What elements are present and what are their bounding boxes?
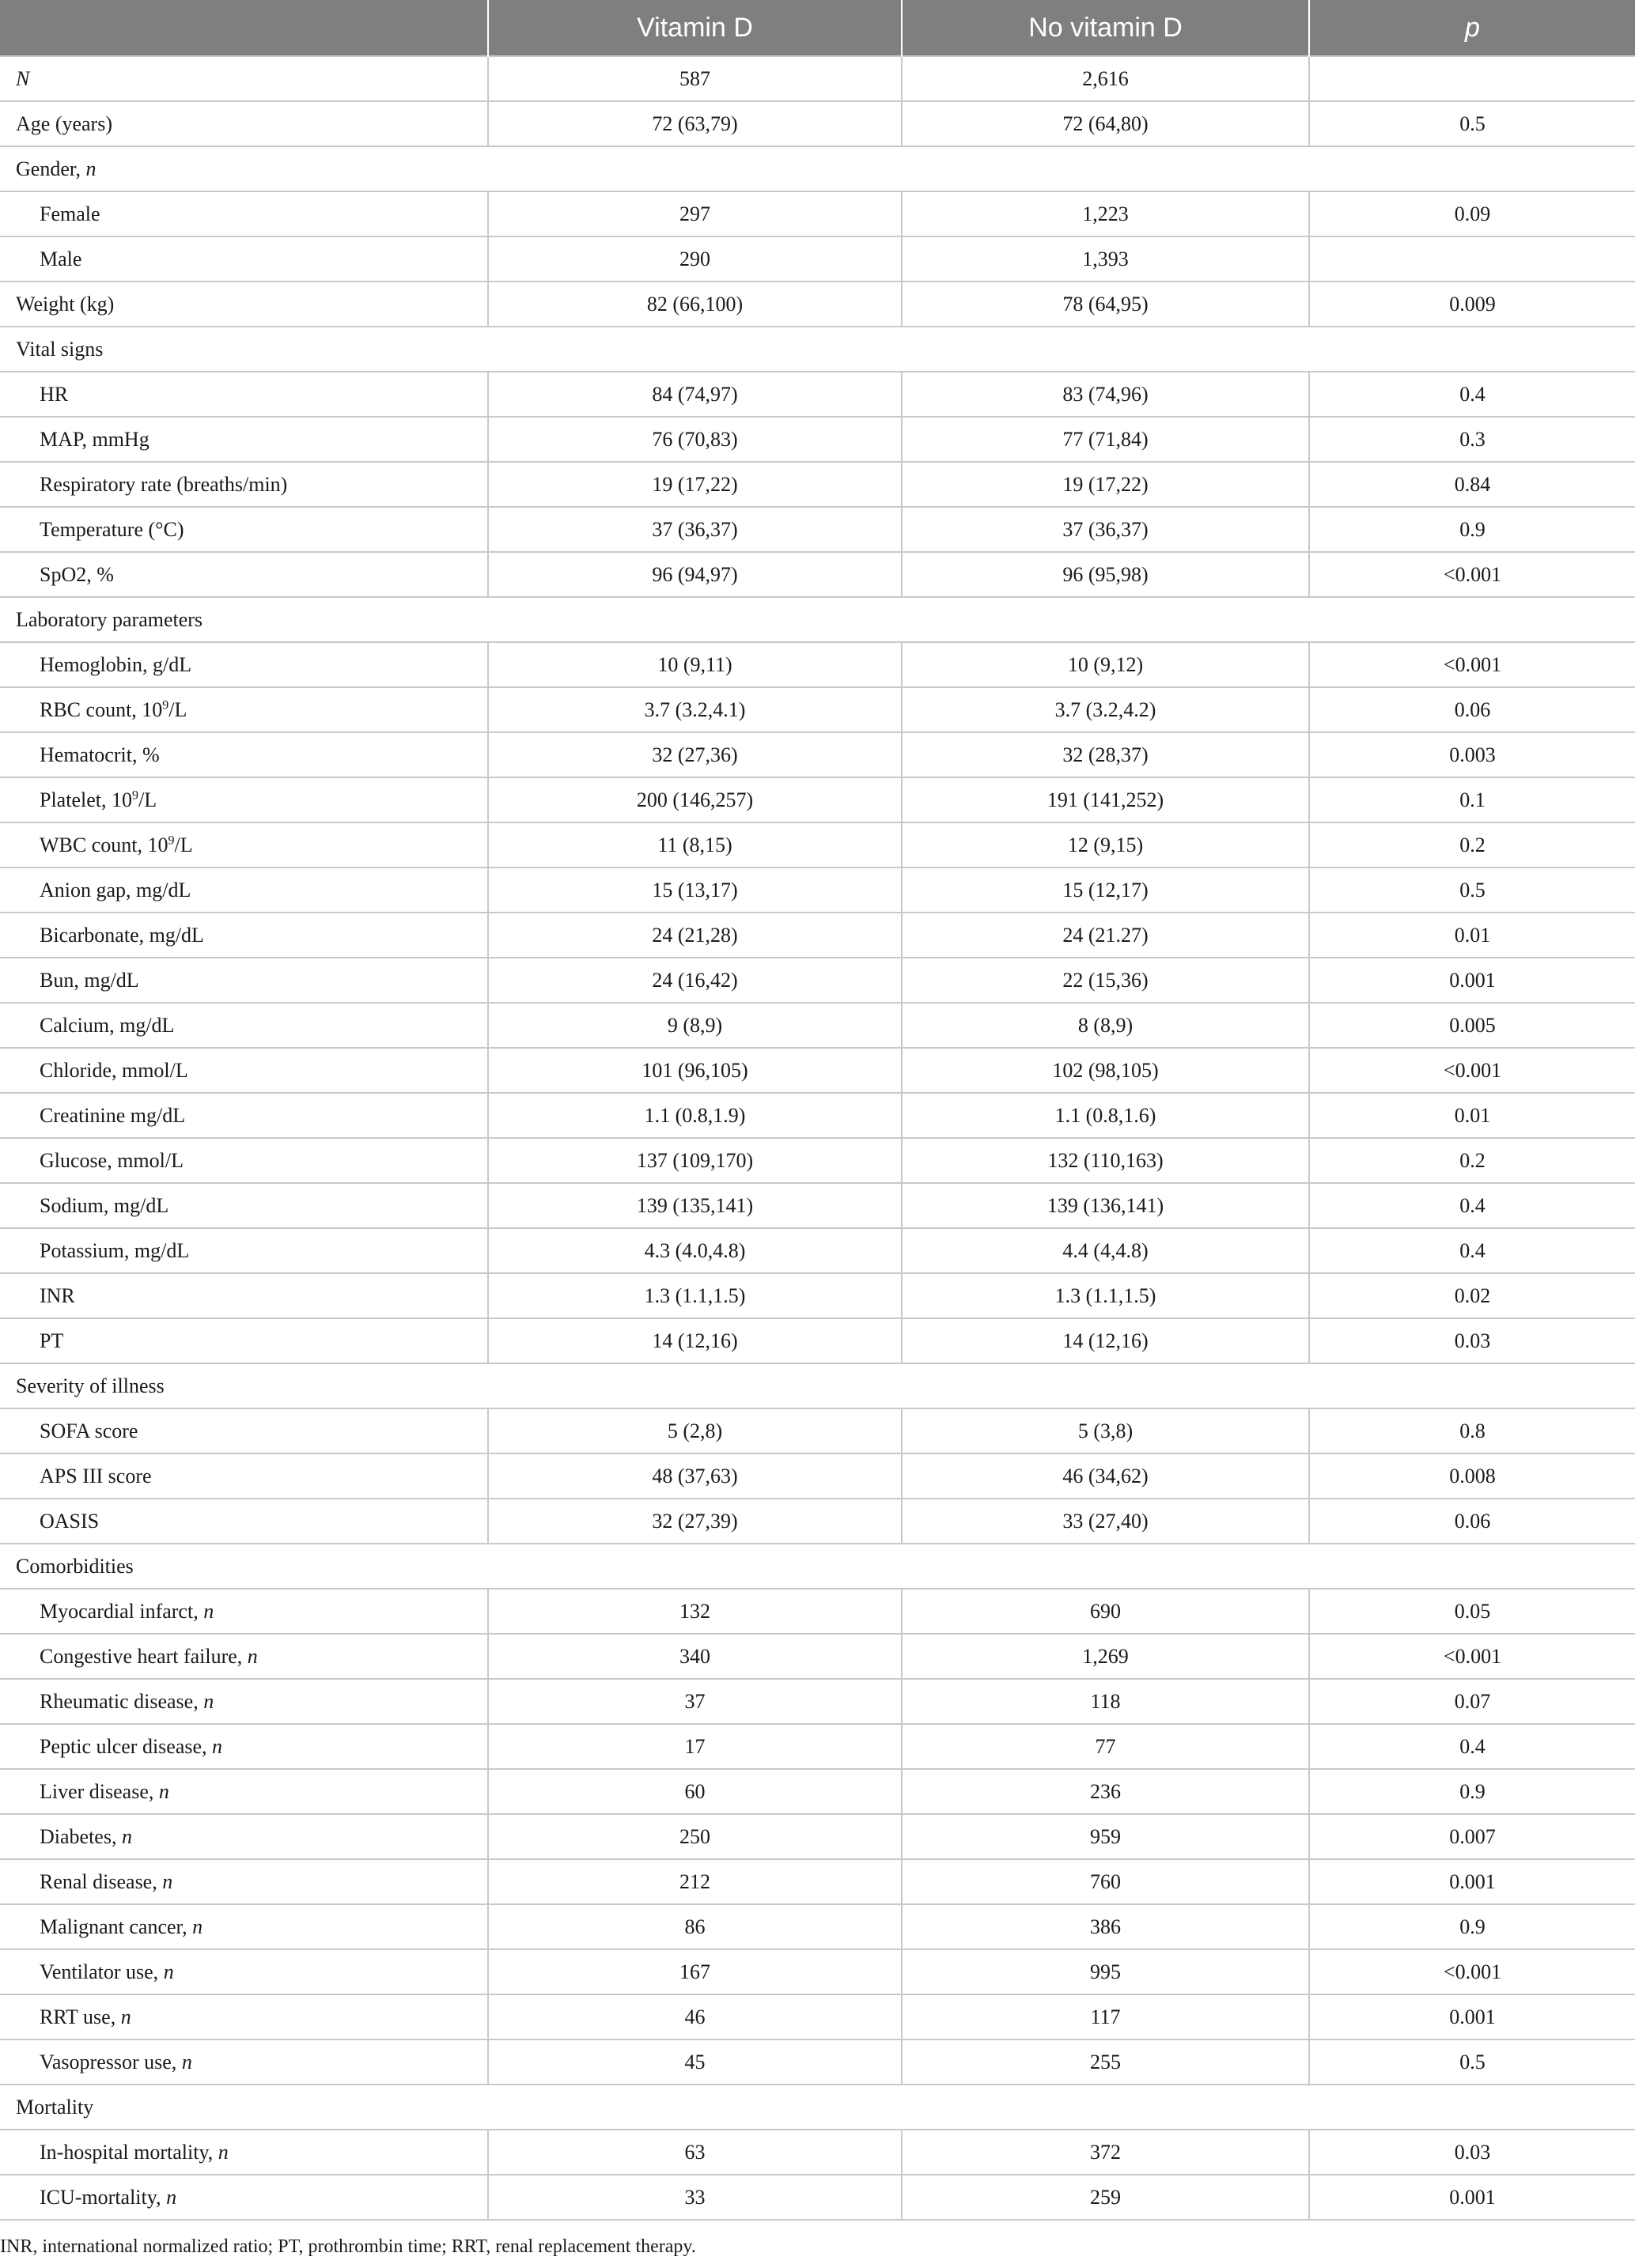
p-value: [1309, 236, 1635, 282]
row-label-count-symbol: n: [218, 2140, 229, 2164]
table-row: [0, 1318, 1635, 1363]
row-label-text: Gender,: [16, 157, 86, 180]
row-label: [0, 327, 1635, 372]
section-row: [0, 146, 1635, 191]
row-label-text: Hemoglobin, g/dL: [40, 652, 192, 676]
row-label: [0, 597, 1635, 642]
no-vitamin-d-value: 19 (17,22): [902, 462, 1309, 507]
table-row: [0, 732, 1635, 777]
row-label-text: Female: [40, 202, 100, 225]
p-value: 0.1: [1309, 777, 1635, 822]
vitamin-d-value: 45: [488, 2039, 902, 2085]
table-row: [0, 1003, 1635, 1048]
row-label: [0, 1048, 488, 1093]
row-label: [0, 1453, 488, 1499]
row-label-text: Peptic ulcer disease,: [40, 1734, 213, 1758]
section-row: [0, 597, 1635, 642]
no-vitamin-d-value: 1.3 (1.1,1.5): [902, 1273, 1309, 1318]
row-label-text: Malignant cancer,: [40, 1915, 193, 1938]
p-value: 0.01: [1309, 1093, 1635, 1138]
row-label: [0, 2039, 488, 2085]
section-row: [0, 1363, 1635, 1408]
p-value: 0.09: [1309, 191, 1635, 236]
table-row: [0, 1093, 1635, 1138]
vitamin-d-value: 48 (37,63): [488, 1453, 902, 1499]
no-vitamin-d-value: 690: [902, 1589, 1309, 1634]
no-vitamin-d-value: 760: [902, 1859, 1309, 1904]
row-label: [0, 1408, 488, 1453]
row-label-text: Myocardial infarct,: [40, 1599, 204, 1623]
no-vitamin-d-value: 33 (27,40): [902, 1499, 1309, 1544]
p-value: 0.001: [1309, 2175, 1635, 2220]
table-row: [0, 2175, 1635, 2220]
no-vitamin-d-value: 139 (136,141): [902, 1183, 1309, 1228]
table-row: [0, 1679, 1635, 1724]
vitamin-d-value: 60: [488, 1769, 902, 1814]
no-vitamin-d-value: 46 (34,62): [902, 1453, 1309, 1499]
header-blank-cell: [0, 0, 488, 56]
row-label: [0, 642, 488, 687]
section-row: [0, 2085, 1635, 2130]
no-vitamin-d-value: 8 (8,9): [902, 1003, 1309, 1048]
row-label: [0, 777, 488, 822]
row-label: [0, 372, 488, 417]
vitamin-d-value: 4.3 (4.0,4.8): [488, 1228, 902, 1273]
row-label: [0, 1003, 488, 1048]
p-value: 0.007: [1309, 1814, 1635, 1859]
row-label-count-symbol: n: [212, 1734, 223, 1758]
row-label-text: SOFA score: [40, 1419, 138, 1442]
row-label-text: Comorbidities: [16, 1554, 134, 1578]
row-label-count-symbol: n: [192, 1915, 203, 1938]
p-value: 0.9: [1309, 507, 1635, 552]
vitamin-d-value: 37 (36,37): [488, 507, 902, 552]
p-value: 0.03: [1309, 2130, 1635, 2175]
row-label: [0, 2085, 1635, 2130]
row-label: [0, 1634, 488, 1679]
row-label-text: Bun, mg/dL: [40, 968, 139, 992]
row-label-unit: /L: [168, 697, 187, 721]
vitamin-d-value: 11 (8,15): [488, 822, 902, 868]
row-label: [0, 1859, 488, 1904]
vitamin-d-value: 10 (9,11): [488, 642, 902, 687]
row-label-count-symbol: n: [166, 2185, 177, 2209]
row-label-text: Hematocrit, %: [40, 743, 160, 766]
no-vitamin-d-value: 37 (36,37): [902, 507, 1309, 552]
row-label-text: Glucose, mmol/L: [40, 1148, 184, 1172]
row-label: [0, 1589, 488, 1634]
row-label-count-symbol: n: [120, 2005, 131, 2028]
table-row: [0, 101, 1635, 146]
p-value: 0.005: [1309, 1003, 1635, 1048]
row-label-text: In-hospital mortality,: [40, 2140, 218, 2164]
table-row: [0, 687, 1635, 732]
table-footnote: INR, international normalized ratio; PT, prothrombin time; RRT, renal replacement therapy.: [0, 2236, 696, 2257]
row-label: [0, 2130, 488, 2175]
row-label-text: OASIS: [40, 1509, 100, 1533]
vitamin-d-value: 32 (27,36): [488, 732, 902, 777]
p-value: 0.4: [1309, 1724, 1635, 1769]
row-label-text: Respiratory rate (breaths/min): [40, 472, 288, 496]
row-label-count-symbol: n: [203, 1599, 214, 1623]
vitamin-d-value: 250: [488, 1814, 902, 1859]
no-vitamin-d-value: 102 (98,105): [902, 1048, 1309, 1093]
vitamin-d-value: 72 (63,79): [488, 101, 902, 146]
vitamin-d-value: 37: [488, 1679, 902, 1724]
table-row: [0, 868, 1635, 913]
vitamin-d-value: 200 (146,257): [488, 777, 902, 822]
p-value: 0.03: [1309, 1318, 1635, 1363]
row-label: [0, 1273, 488, 1318]
no-vitamin-d-value: 959: [902, 1814, 1309, 1859]
p-value: <0.001: [1309, 642, 1635, 687]
no-vitamin-d-value: 386: [902, 1904, 1309, 1949]
row-label-text: Anion gap, mg/dL: [40, 878, 191, 902]
row-label-superscript: 9: [168, 833, 175, 847]
row-label-text: Weight (kg): [16, 292, 115, 316]
table-row: [0, 1994, 1635, 2039]
row-label-text: N: [16, 66, 30, 90]
row-label: [0, 687, 488, 732]
row-label: [0, 1814, 488, 1859]
row-label-count-symbol: n: [121, 1824, 132, 1848]
row-label: [0, 552, 488, 597]
row-label: [0, 1679, 488, 1724]
row-label: [0, 1363, 1635, 1408]
vitamin-d-value: 1.1 (0.8,1.9): [488, 1093, 902, 1138]
table-row: [0, 372, 1635, 417]
row-label-text: Potassium, mg/dL: [40, 1238, 190, 1262]
vitamin-d-value: 84 (74,97): [488, 372, 902, 417]
row-label-text: RRT use,: [40, 2005, 121, 2028]
row-label: [0, 958, 488, 1003]
vitamin-d-value: 82 (66,100): [488, 282, 902, 327]
row-label-text: Sodium, mg/dL: [40, 1193, 169, 1217]
vitamin-d-value: 33: [488, 2175, 902, 2220]
table-row: [0, 552, 1635, 597]
p-value: 0.001: [1309, 1859, 1635, 1904]
table-row: [0, 1814, 1635, 1859]
row-label-text: Mortality: [16, 2095, 94, 2119]
row-label-count-symbol: n: [85, 157, 97, 180]
no-vitamin-d-value: 1,269: [902, 1634, 1309, 1679]
no-vitamin-d-value: 5 (3,8): [902, 1408, 1309, 1453]
row-label: [0, 1769, 488, 1814]
row-label-count-symbol: n: [247, 1644, 258, 1668]
row-label: [0, 1994, 488, 2039]
row-label-count-symbol: n: [158, 1779, 169, 1803]
row-label: [0, 1093, 488, 1138]
no-vitamin-d-value: 255: [902, 2039, 1309, 2085]
table-row: [0, 777, 1635, 822]
table-row: [0, 1904, 1635, 1949]
no-vitamin-d-value: 1,393: [902, 236, 1309, 282]
table-row: [0, 507, 1635, 552]
row-label-text: Age (years): [16, 112, 112, 135]
p-value: 0.009: [1309, 282, 1635, 327]
vitamin-d-value: 101 (96,105): [488, 1048, 902, 1093]
p-value: 0.06: [1309, 687, 1635, 732]
no-vitamin-d-value: 259: [902, 2175, 1309, 2220]
row-label-text: Diabetes,: [40, 1824, 122, 1848]
row-label-text: Bicarbonate, mg/dL: [40, 923, 204, 947]
p-value: 0.5: [1309, 2039, 1635, 2085]
no-vitamin-d-value: 72 (64,80): [902, 101, 1309, 146]
row-label-text: Calcium, mg/dL: [40, 1013, 175, 1037]
p-value: <0.001: [1309, 1048, 1635, 1093]
row-label: [0, 868, 488, 913]
no-vitamin-d-value: 24 (21.27): [902, 913, 1309, 958]
row-label-text: ICU-mortality,: [40, 2185, 167, 2209]
row-label: [0, 282, 488, 327]
vitamin-d-value: 290: [488, 236, 902, 282]
p-value: <0.001: [1309, 1634, 1635, 1679]
row-label-text: Male: [40, 247, 82, 270]
table-body: [0, 56, 1635, 2220]
no-vitamin-d-value: 78 (64,95): [902, 282, 1309, 327]
p-value: <0.001: [1309, 552, 1635, 597]
table-row: [0, 1859, 1635, 1904]
vitamin-d-value: 46: [488, 1994, 902, 2039]
header-vitamin-d: Vitamin D: [488, 0, 902, 56]
p-value: 0.9: [1309, 1769, 1635, 1814]
table-row: [0, 56, 1635, 101]
no-vitamin-d-value: 118: [902, 1679, 1309, 1724]
no-vitamin-d-value: 2,616: [902, 56, 1309, 101]
no-vitamin-d-value: 12 (9,15): [902, 822, 1309, 868]
vitamin-d-value: 139 (135,141): [488, 1183, 902, 1228]
vitamin-d-value: 3.7 (3.2,4.1): [488, 687, 902, 732]
row-label-text: Liver disease,: [40, 1779, 159, 1803]
no-vitamin-d-value: 77 (71,84): [902, 417, 1309, 462]
no-vitamin-d-value: 96 (95,98): [902, 552, 1309, 597]
table-row: [0, 2130, 1635, 2175]
p-value: 0.003: [1309, 732, 1635, 777]
p-value: 0.4: [1309, 1183, 1635, 1228]
row-label-unit: /L: [174, 833, 193, 856]
table-row: [0, 1949, 1635, 1994]
vitamin-d-value: 19 (17,22): [488, 462, 902, 507]
row-label-text: Vasopressor use,: [40, 2050, 182, 2073]
row-label: [0, 417, 488, 462]
row-label: [0, 1904, 488, 1949]
vitamin-d-value: 15 (13,17): [488, 868, 902, 913]
no-vitamin-d-value: 191 (141,252): [902, 777, 1309, 822]
table-header-row: [0, 0, 1635, 56]
table-row: [0, 958, 1635, 1003]
no-vitamin-d-value: 77: [902, 1724, 1309, 1769]
no-vitamin-d-value: 1.1 (0.8,1.6): [902, 1093, 1309, 1138]
row-label-text: Chloride, mmol/L: [40, 1058, 188, 1082]
vitamin-d-value: 24 (21,28): [488, 913, 902, 958]
p-value: 0.008: [1309, 1453, 1635, 1499]
row-label: [0, 191, 488, 236]
row-label: [0, 1949, 488, 1994]
vitamin-d-value: 17: [488, 1724, 902, 1769]
table-row: [0, 642, 1635, 687]
p-value: 0.001: [1309, 1994, 1635, 2039]
section-row: [0, 327, 1635, 372]
no-vitamin-d-value: 4.4 (4,4.8): [902, 1228, 1309, 1273]
table-row: [0, 913, 1635, 958]
row-label: [0, 146, 1635, 191]
vitamin-d-value: 14 (12,16): [488, 1318, 902, 1363]
table-row: [0, 1769, 1635, 1814]
row-label-superscript: 9: [131, 788, 138, 802]
p-value: 0.05: [1309, 1589, 1635, 1634]
p-value: 0.001: [1309, 958, 1635, 1003]
p-value: <0.001: [1309, 1949, 1635, 1994]
row-label-text: PT: [40, 1329, 64, 1352]
no-vitamin-d-value: 132 (110,163): [902, 1138, 1309, 1183]
table-row: [0, 1724, 1635, 1769]
row-label-text: Congestive heart failure,: [40, 1644, 248, 1668]
p-value: 0.9: [1309, 1904, 1635, 1949]
row-label-count-symbol: n: [163, 1960, 174, 1983]
no-vitamin-d-value: 83 (74,96): [902, 372, 1309, 417]
row-label-text: Vital signs: [16, 337, 104, 361]
table-row: [0, 1048, 1635, 1093]
p-value: [1309, 56, 1635, 101]
table-row: [0, 1183, 1635, 1228]
p-value: 0.2: [1309, 1138, 1635, 1183]
row-label-text: SpO2, %: [40, 562, 114, 586]
row-label: [0, 507, 488, 552]
vitamin-d-value: 63: [488, 2130, 902, 2175]
row-label: [0, 732, 488, 777]
vitamin-d-value: 167: [488, 1949, 902, 1994]
table-row: [0, 417, 1635, 462]
vitamin-d-value: 76 (70,83): [488, 417, 902, 462]
no-vitamin-d-value: 236: [902, 1769, 1309, 1814]
table-row: [0, 1228, 1635, 1273]
row-label: [0, 462, 488, 507]
no-vitamin-d-value: 32 (28,37): [902, 732, 1309, 777]
row-label-text: Rheumatic disease,: [40, 1689, 204, 1713]
row-label-text: Temperature (°C): [40, 517, 184, 541]
no-vitamin-d-value: 995: [902, 1949, 1309, 1994]
p-value: 0.5: [1309, 101, 1635, 146]
section-row: [0, 1544, 1635, 1589]
table-row: [0, 1499, 1635, 1544]
row-label-superscript: 9: [162, 697, 169, 712]
table-row: [0, 2039, 1635, 2085]
row-label: [0, 1544, 1635, 1589]
row-label-text: Creatinine mg/dL: [40, 1103, 186, 1127]
p-value: 0.3: [1309, 417, 1635, 462]
row-label: [0, 822, 488, 868]
no-vitamin-d-value: 10 (9,12): [902, 642, 1309, 687]
vitamin-d-value: 86: [488, 1904, 902, 1949]
table-row: [0, 1273, 1635, 1318]
row-label: [0, 101, 488, 146]
table-row: [0, 1138, 1635, 1183]
vitamin-d-value: 1.3 (1.1,1.5): [488, 1273, 902, 1318]
vitamin-d-value: 24 (16,42): [488, 958, 902, 1003]
row-label: [0, 1138, 488, 1183]
table-row: [0, 1453, 1635, 1499]
row-label-text: Platelet, 10: [40, 788, 132, 811]
p-value: 0.5: [1309, 868, 1635, 913]
row-label: [0, 1724, 488, 1769]
vitamin-d-value: 5 (2,8): [488, 1408, 902, 1453]
row-label-count-symbol: n: [181, 2050, 192, 2073]
table-row: [0, 236, 1635, 282]
row-label-text: WBC count, 10: [40, 833, 168, 856]
row-label: [0, 1318, 488, 1363]
no-vitamin-d-value: 372: [902, 2130, 1309, 2175]
vitamin-d-value: 137 (109,170): [488, 1138, 902, 1183]
vitamin-d-value: 340: [488, 1634, 902, 1679]
table-row: [0, 1589, 1635, 1634]
row-label-text: RBC count, 10: [40, 697, 163, 721]
p-value: 0.4: [1309, 372, 1635, 417]
table-row: [0, 1408, 1635, 1453]
row-label: [0, 2175, 488, 2220]
row-label-count-symbol: n: [203, 1689, 214, 1713]
no-vitamin-d-value: 1,223: [902, 191, 1309, 236]
p-value: 0.84: [1309, 462, 1635, 507]
row-label-text: INR: [40, 1283, 75, 1307]
no-vitamin-d-value: 3.7 (3.2,4.2): [902, 687, 1309, 732]
row-label: [0, 1183, 488, 1228]
header-no-vitamin-d: No vitamin D: [902, 0, 1309, 56]
row-label-text: Ventilator use,: [40, 1960, 164, 1983]
no-vitamin-d-value: 117: [902, 1994, 1309, 2039]
no-vitamin-d-value: 22 (15,36): [902, 958, 1309, 1003]
p-value: 0.4: [1309, 1228, 1635, 1273]
table-row: [0, 191, 1635, 236]
no-vitamin-d-value: 14 (12,16): [902, 1318, 1309, 1363]
row-label-text: Renal disease,: [40, 1869, 163, 1893]
header-p-value: p: [1309, 0, 1635, 56]
vitamin-d-value: 297: [488, 191, 902, 236]
p-value: 0.06: [1309, 1499, 1635, 1544]
p-value: 0.2: [1309, 822, 1635, 868]
table-row: [0, 822, 1635, 868]
row-label-count-symbol: n: [162, 1869, 173, 1893]
p-value: 0.8: [1309, 1408, 1635, 1453]
row-label-text: Severity of illness: [16, 1374, 165, 1397]
row-label-text: HR: [40, 382, 69, 406]
vitamin-d-value: 132: [488, 1589, 902, 1634]
p-value: 0.01: [1309, 913, 1635, 958]
row-label: [0, 1499, 488, 1544]
no-vitamin-d-value: 15 (12,17): [902, 868, 1309, 913]
p-value: 0.07: [1309, 1679, 1635, 1724]
row-label-text: APS III score: [40, 1464, 152, 1487]
row-label: [0, 56, 488, 101]
vitamin-d-value: 212: [488, 1859, 902, 1904]
row-label: [0, 236, 488, 282]
row-label: [0, 913, 488, 958]
table-row: [0, 282, 1635, 327]
p-value: 0.02: [1309, 1273, 1635, 1318]
row-label-text: MAP, mmHg: [40, 427, 149, 451]
vitamin-d-value: 587: [488, 56, 902, 101]
vitamin-d-value: 9 (8,9): [488, 1003, 902, 1048]
row-label: [0, 1228, 488, 1273]
table-row: [0, 1634, 1635, 1679]
row-label-unit: /L: [138, 788, 157, 811]
vitamin-d-value: 96 (94,97): [488, 552, 902, 597]
vitamin-d-value: 32 (27,39): [488, 1499, 902, 1544]
table-row: [0, 462, 1635, 507]
row-label-text: Laboratory parameters: [16, 607, 203, 631]
